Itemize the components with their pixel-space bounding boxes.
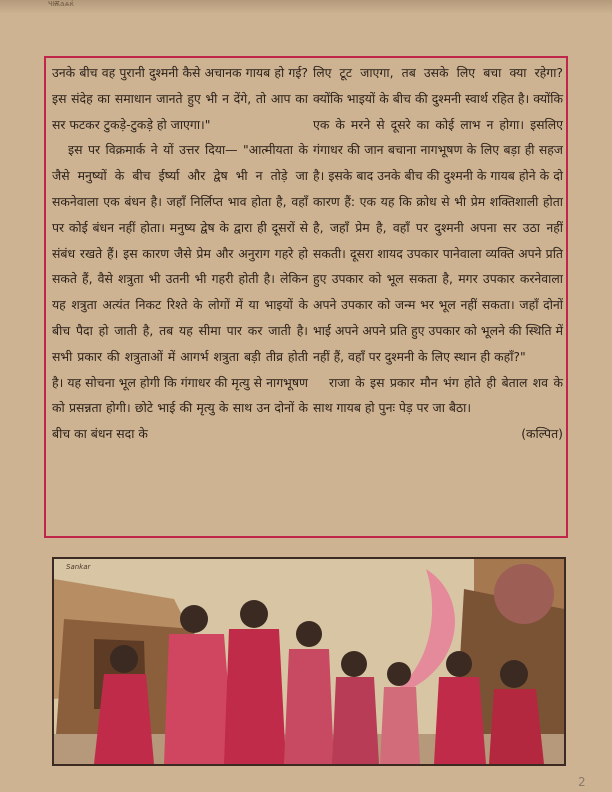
page-top-edge	[0, 0, 612, 14]
story-paragraph: राजा के इस प्रकार मौन भंग होते ही बेताल शव के साथ गायब हो पुनः पेड़ पर जा बैठा।	[313, 374, 563, 416]
story-paragraph: उनके बीच वह पुरानी दुश्मनी कैसे अचानक गायब हो गई? इस संदेह का समाधान जानते हुए भी न देंगे, तो आप का सर फटकर टुकड़े-टुकड़े हो जाएगा।"	[52, 65, 308, 132]
illustrator-signature: Sankar	[66, 563, 91, 571]
story-left-column	[52, 60, 308, 447]
story-paragraph: इस पर विक्रमार्क ने यों उत्तर दिया— "आत्मीयता के जैसे मनुष्यों के बीच ईर्ष्या और द्वेष भी न तोड़े जा सकनेवाला एक बंधन है। जहाँ निर्लिप्त भाव होता है, वहाँ पर कोई बंधन नहीं होता। मनुष्य द्वेष के द्वारा ही दूसरों से संबंध रखते हैं। इस कारण जैसे प्रेम और अनुराग गहरे हो सकते हैं, वैसे शत्रुता भी उतनी भी गहरी होती है। लेकिन यह शत्रुता अत्यंत निकट रिश्ते के लोगों में या भाइयों के बीच पैदा हो जाती है, तब यह सीमा पार कर जाती है। सभी प्रकार की शत्रुताओं में आगर्भ शत्रुता बड़ी तीव्र होती है। यह सोचना भूल होगी कि गंगाधर की मृत्यु से नागभूषण को प्रसन्नता होगी। छोटे भाई की मृत्यु के साथ उन दोनों के बीच का बंधन सदा के	[52, 142, 308, 442]
story-paragraph: लिए टूट जाएगा, तब उसके लिए बचा क्या रहेगा? क्योंकि भाइयों के बीच की दुश्मनी स्वार्थ रहित है। क्योंकि एक के मरने से दूसरे का कोई लाभ न होगा। इसलिए गंगाधर की जान बचाना नागभूषण के लिए बड़ा ही सहज है। इसके बाद उनके बीच की दुश्मनी के गायब होने के दो कारण हैं: एक यह कि क्रोध से भी प्रेम शक्तिशाली होता है, जहाँ प्रेम है, वहाँ पर दुश्मनी अपना सर उठा नहीं सकती। दूसरा शायद उपकार पानेवाला व्यक्ति अपने प्रति हुए उपकार को भूल सकता है, मगर उपकार करनेवाला अपने उपकार को जन्म भर भूल नहीं सकता। जहाँ दोनों भाई अपने अपने प्रति हुए उपकार को भूलने की स्थिति में नहीं हैं, वहाँ पर दुश्मनी के लिए स्थान ही कहाँ?"	[313, 65, 563, 364]
story-note: (कल्पित)	[521, 426, 563, 442]
story-right-column	[313, 60, 563, 447]
illustration-drawing	[54, 559, 564, 764]
page-number: 2	[578, 775, 586, 789]
story-illustration	[52, 557, 566, 766]
page-header: ЧѬаѧќ	[48, 0, 74, 8]
